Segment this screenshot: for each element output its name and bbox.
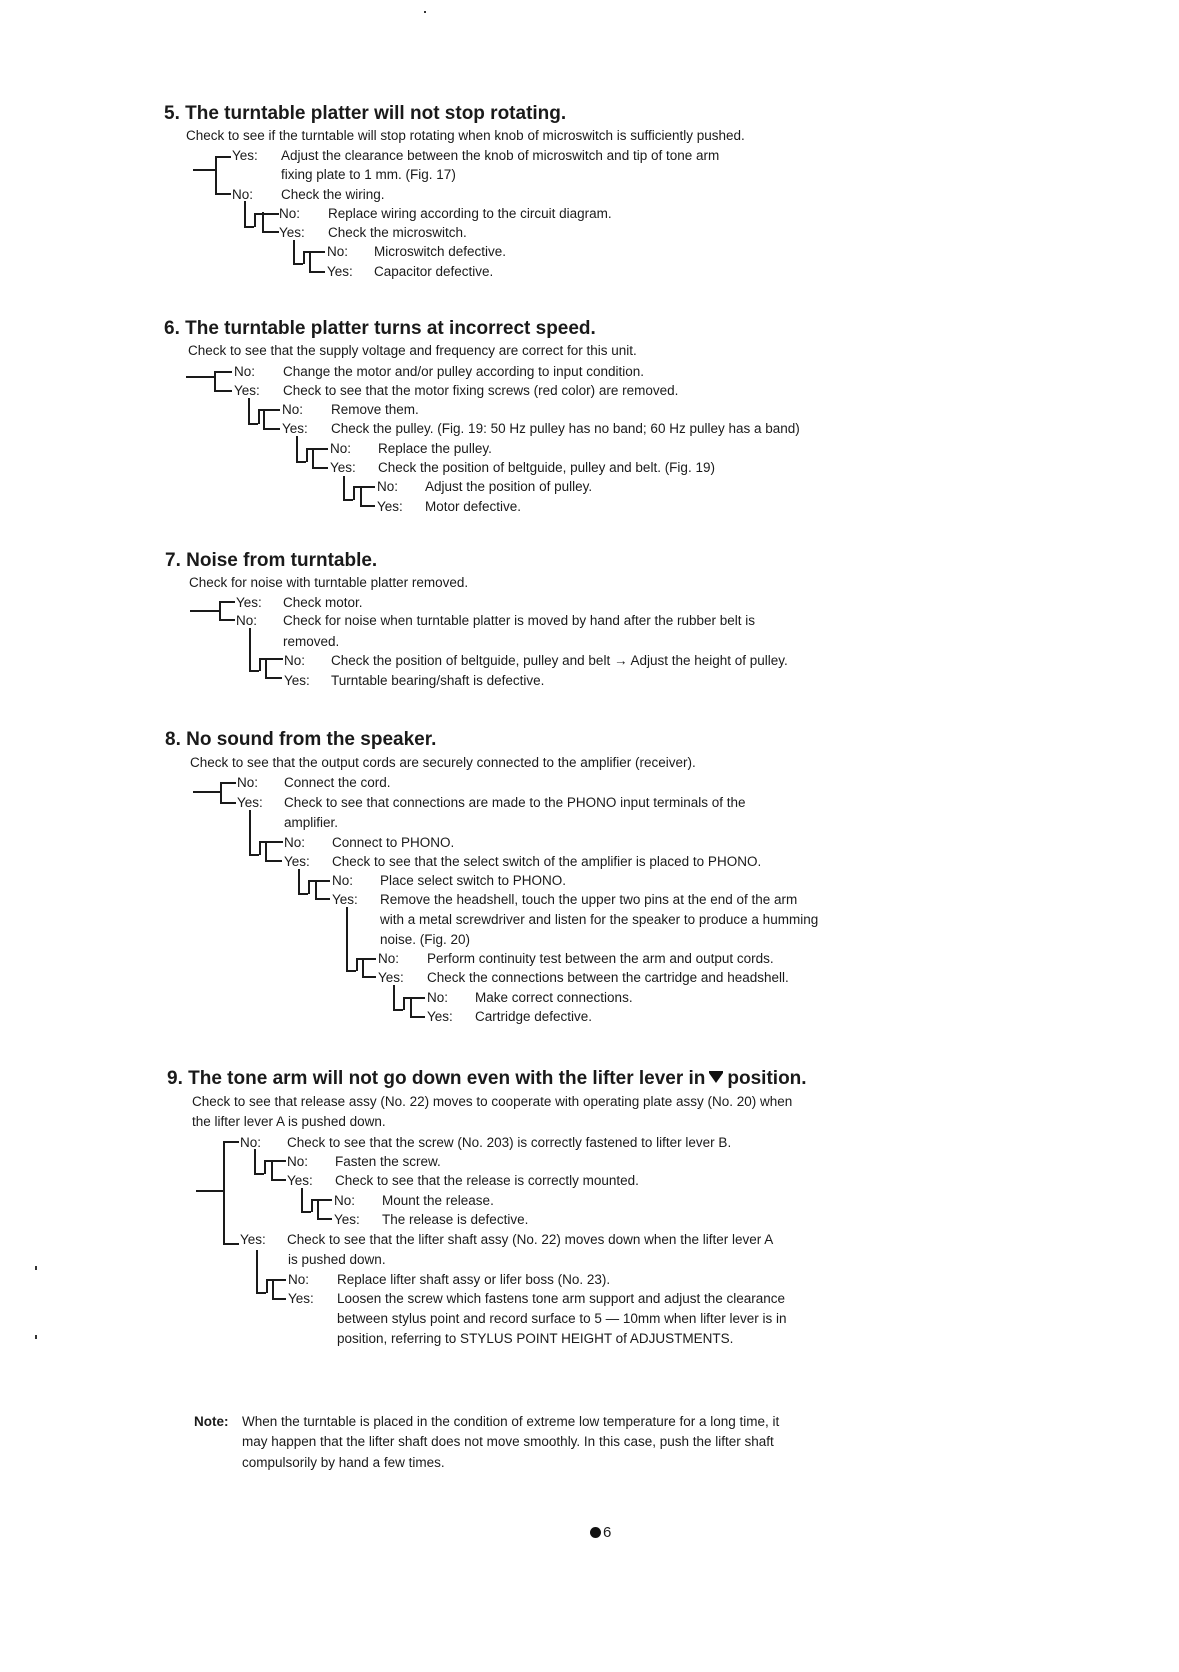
section-5-step: Check the microswitch.	[328, 225, 467, 240]
section-9-title-text: position.	[727, 1068, 807, 1089]
note-label: Note:	[194, 1414, 229, 1429]
scan-speck	[424, 11, 426, 13]
section-8-step: amplifier.	[284, 815, 339, 830]
section-8-step: Check the connections between the cartridge and headshell.	[427, 970, 789, 985]
section-5-check: Check to see if the turntable will stop rotating when knob of microswitch is sufficiently pushed.	[186, 128, 745, 143]
section-6-step: Check the position of beltguide, pulley and belt. (Fig. 19)	[378, 460, 715, 475]
section-7-yes-label: Yes:	[236, 595, 262, 610]
scan-speck	[35, 1266, 37, 1270]
section-8-no-label: No:	[427, 990, 449, 1005]
section-7-step: Check motor.	[283, 595, 363, 610]
section-5-title: 5. The turntable platter will not stop rotating.	[164, 103, 567, 124]
section-8-no-label: No:	[284, 835, 306, 850]
section-5-yes-label: Yes:	[279, 225, 305, 240]
section-6-yes-label: Yes:	[330, 460, 356, 475]
page-number-text: 6	[603, 1524, 612, 1541]
section-9-step: Mount the release.	[382, 1193, 494, 1208]
section-6-check: Check to see that the supply voltage and frequency are correct for this unit.	[188, 343, 637, 358]
section-8-step: with a metal screwdriver and listen for the speaker to produce a humming	[380, 912, 819, 927]
section-7-no-label: No:	[236, 613, 258, 628]
section-6-step: Check the pulley. (Fig. 19: 50 Hz pulley has no band; 60 Hz pulley has a band)	[331, 421, 800, 436]
section-5-step: fixing plate to 1 mm. (Fig. 17)	[281, 167, 456, 182]
section-5-no-label: No:	[327, 244, 349, 259]
section-8-step: Place select switch to PHONO.	[380, 873, 567, 888]
section-8-step: Connect the cord.	[284, 775, 391, 790]
down-triangle-icon	[709, 1073, 723, 1083]
section-7-yes-label: Yes:	[284, 673, 310, 688]
section-6-step: Adjust the position of pulley.	[425, 479, 593, 494]
section-5-no-label: No:	[232, 187, 254, 202]
note-text: may happen that the lifter shaft does not move smoothly. In this case, push the lifter shaft	[242, 1434, 774, 1449]
section-8-title: 8. No sound from the speaker.	[165, 729, 437, 750]
section-9-step: is pushed down.	[288, 1252, 386, 1267]
section-9-yes-label: Yes:	[288, 1291, 314, 1306]
section-9-step: Fasten the screw.	[335, 1154, 441, 1169]
section-6-no-label: No:	[377, 479, 399, 494]
section-9-title	[167, 1068, 807, 1090]
section-9-check: Check to see that release assy (No. 22) moves to cooperate with operating plate assy (No. 20) when	[192, 1094, 793, 1109]
section-5-no-label: No:	[279, 206, 301, 221]
section-8-step: Cartridge defective.	[475, 1009, 593, 1024]
section-6-step: Motor defective.	[425, 499, 522, 514]
section-9-check: the lifter lever A is pushed down.	[192, 1114, 386, 1129]
section-9-yes-label: Yes:	[334, 1212, 360, 1227]
section-6-no-label: No:	[330, 441, 352, 456]
section-8-step: Remove the headshell, touch the upper two pins at the end of the arm	[380, 892, 798, 907]
note-text: When the turntable is placed in the condition of extreme low temperature for a long time, it	[242, 1414, 780, 1429]
section-8-no-label: No:	[378, 951, 400, 966]
scan-speck	[35, 1335, 37, 1339]
section-9-step: Check to see that the screw (No. 203) is correctly fastened to lifter lever B.	[287, 1135, 732, 1150]
section-6-title: 6. The turntable platter turns at incorrect speed.	[164, 318, 596, 339]
section-8-yes-label: Yes:	[332, 892, 358, 907]
section-9-no-label: No:	[288, 1272, 310, 1287]
section-8-step: Check to see that the select switch of the amplifier is placed to PHONO.	[332, 854, 762, 869]
section-5-step: Adjust the clearance between the knob of microswitch and tip of tone arm	[281, 148, 720, 163]
section-8-yes-label: Yes:	[427, 1009, 453, 1024]
section-6-no-label: No:	[282, 402, 304, 417]
section-7-step: Check the position of beltguide, pulley and belt → Adjust the height of pulley.	[331, 653, 788, 668]
section-5-step: Check the wiring.	[281, 187, 385, 202]
section-6-yes-label: Yes:	[377, 499, 403, 514]
section-6-step: Replace the pulley.	[378, 441, 492, 456]
section-7-no-label: No:	[284, 653, 306, 668]
section-5-step: Capacitor defective.	[374, 264, 494, 279]
section-8-yes-label: Yes:	[237, 795, 263, 810]
section-6-yes-label: Yes:	[234, 383, 260, 398]
section-5-step: Microswitch defective.	[374, 244, 507, 259]
section-6-step: Change the motor and/or pulley according to input condition.	[283, 364, 644, 379]
section-8-step: Check to see that connections are made to the PHONO input terminals of the	[284, 795, 746, 810]
section-5-yes-label: Yes:	[232, 148, 258, 163]
section-8-check: Check to see that the output cords are securely connected to the amplifier (receiver).	[190, 755, 696, 770]
section-7-step: Check for noise when turntable platter is moved by hand after the rubber belt is	[283, 613, 756, 628]
section-9-title-text: 9. The tone arm will not go down even with the lifter lever in	[167, 1068, 706, 1089]
section-8-step: Connect to PHONO.	[332, 835, 455, 850]
section-9-no-label: No:	[240, 1135, 262, 1150]
section-9-yes-label: Yes:	[240, 1232, 266, 1247]
section-9-step: Check to see that the lifter shaft assy (No. 22) moves down when the lifter lever A	[287, 1232, 774, 1247]
note-text: compulsorily by hand a few times.	[242, 1455, 445, 1470]
section-6-no-label: No:	[234, 364, 256, 379]
section-7-step: Turntable bearing/shaft is defective.	[331, 673, 545, 688]
section-6-step: Remove them.	[331, 402, 419, 417]
section-9-step: The release is defective.	[382, 1212, 529, 1227]
section-8-yes-label: Yes:	[284, 854, 310, 869]
section-9-step: Check to see that the release is correctly mounted.	[335, 1173, 639, 1188]
section-8-no-label: No:	[332, 873, 354, 888]
section-6-step: Check to see that the motor fixing screws (red color) are removed.	[283, 383, 679, 398]
section-8-no-label: No:	[237, 775, 259, 790]
section-9-no-label: No:	[334, 1193, 356, 1208]
section-9-yes-label: Yes:	[287, 1173, 313, 1188]
section-7-title: 7. Noise from turntable.	[165, 550, 378, 571]
section-6-yes-label: Yes:	[282, 421, 308, 436]
section-8-yes-label: Yes:	[378, 970, 404, 985]
section-9-no-label: No:	[287, 1154, 309, 1169]
section-5-step: Replace wiring according to the circuit diagram.	[328, 206, 612, 221]
section-9-step: between stylus point and record surface to 5 — 10mm when lifter lever is in	[337, 1311, 787, 1326]
section-8-step: noise. (Fig. 20)	[380, 932, 471, 947]
section-9-step: Replace lifter shaft assy or lifer boss (No. 23).	[337, 1272, 611, 1287]
bullet-icon	[590, 1527, 601, 1538]
section-8-step: Make correct connections.	[475, 990, 633, 1005]
section-9-step: position, referring to STYLUS POINT HEIGHT of ADJUSTMENTS.	[337, 1331, 734, 1346]
section-8-step: Perform continuity test between the arm and output cords.	[427, 951, 774, 966]
page-number	[590, 1525, 611, 1541]
section-9-step: Loosen the screw which fastens tone arm support and adjust the clearance	[337, 1291, 786, 1306]
section-7-check: Check for noise with turntable platter removed.	[189, 575, 469, 590]
section-5-yes-label: Yes:	[327, 264, 353, 279]
section-7-step: removed.	[283, 634, 340, 649]
